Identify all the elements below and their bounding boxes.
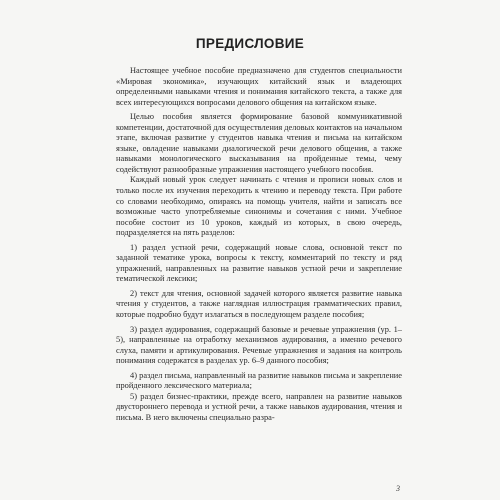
paragraph-section-3: 3) раздел аудирования, содержащий базовые и речевые упражнения (ур. 1–5), направленные на отработку механизмов аудирования, а именно речевого слуха, памяти и артикулирования. Речевые упражнения и задания на контроль понимания содержатся в разделах ур. 6–9 данного пособия; — [116, 324, 402, 366]
paragraph-section-4: 4) раздел письма, направленный на развитие навыков письма и закрепление пройденного лексического материала; — [116, 370, 402, 391]
paragraph-section-1: 1) раздел устной речи, содержащий новые слова, основной текст по заданной тематике урока, вопросы к тексту, комментарий по тексту и ряд упражнений, направленных на развитие навыков устной речи и закрепление тематической лексики; — [116, 242, 402, 284]
page-number: 3 — [396, 484, 400, 493]
paragraph-section-5: 5) раздел бизнес-практики, прежде всего, направлен на развитие навыков двустороннего перевода и устной речи, а также навыков аудирования, чтения и письма. В него включены специально разра- — [116, 391, 402, 422]
paragraph-intro: Настоящее учебное пособие предназначено для студентов специальности «Мировая экономика», изучающих китайский язык и владеющих определенными навыками чтения и понимания китайского текста, а также для всех интересующихся вопросами делового общения на китайском языке. — [116, 66, 402, 107]
paragraph-section-2: 2) текст для чтения, основной задачей которого является развитие навыка чтения у студентов, а также наглядная иллюстрация грамматических правил, которые подробно будут излагаться в последующем разделе пособия; — [116, 288, 402, 320]
paragraph-goal: Целью пособия является формирование базовой коммуникативной компетенции, достаточной для осуществления деловых контактов на начальном этапе, включая развитие у студентов навыка чтения и письма на китайском языке, овладение навыками диалогической речи делового общения, а также навыками монологического высказывания на пройденные темы, чему содействуют разнообразные упражнения настоящего учебного пособия. — [116, 112, 402, 174]
paragraph-lesson-structure: Каждый новый урок следует начинать с чтения и прописи новых слов и только после их изучения переходить к чтению и переводу текста. При работе со словами необходимо, опираясь на помощь учителя, найти и записать все возможные часто употребляемые синонимы и сочетания с ними. Учебное пособие состоит из 10 уроков, каждый из которых, в свою очередь, подразделяется на пять разделов: — [116, 175, 402, 238]
body-text — [116, 66, 402, 424]
page-title: ПРЕДИСЛОВИЕ — [195, 36, 305, 51]
